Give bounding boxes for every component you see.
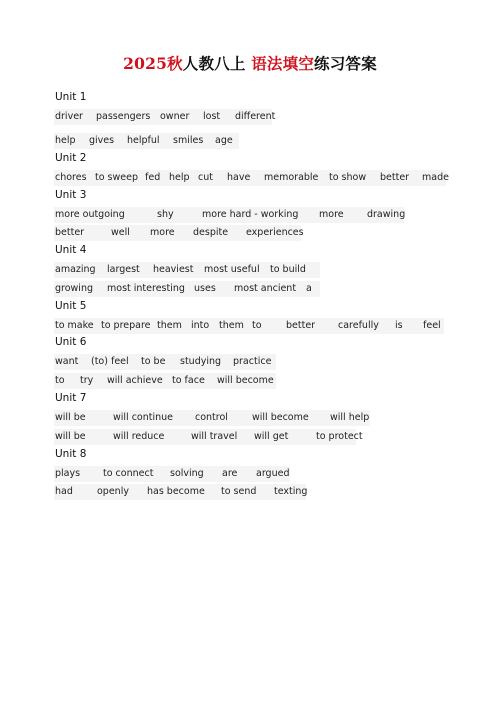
answer-word: smiles [173,135,204,146]
answer-word: is [395,320,403,331]
answer-word: chores [55,172,87,183]
answer-word: fed [145,172,161,183]
answer-word: most interesting [107,283,185,294]
answer-word: driver [55,111,83,122]
unit-label: Unit 4 [55,244,87,256]
answer-word: them [219,320,244,331]
answer-word: practice [233,356,272,367]
answer-word: have [227,172,251,183]
answer-word: help [169,172,190,183]
answer-word: texting [274,486,308,497]
answer-word: age [215,135,233,146]
answer-word: has become [147,486,205,497]
answer-word: will get [254,431,289,442]
answer-word: (to) feel [91,356,129,367]
answer-word: help [55,135,76,146]
title-season: 秋 [167,54,183,73]
answer-word: more outgoing [55,209,125,220]
unit-label: Unit 5 [55,300,87,312]
answer-word: them [157,320,182,331]
answer-word: will help [330,412,370,423]
title-book: 人教八上 [182,54,246,73]
answer-word: more hard - working [202,209,299,220]
answer-word: will travel [191,431,238,442]
answer-word: heaviest [153,264,194,275]
title-topic: 语法填空 [251,54,315,73]
title-suffix: 练习答案 [314,54,377,73]
answer-word: well [111,227,130,238]
answer-line [54,319,454,334]
answer-word: lost [203,111,221,122]
answer-word: will continue [113,412,174,423]
answer-line [54,226,454,241]
answer-word: studying [180,356,222,367]
answer-word: plays [55,468,81,479]
answer-word: better [55,227,85,238]
answer-word: to build [270,264,306,275]
answer-word: better [380,172,410,183]
answer-word: to protect [316,431,363,442]
answer-word: will become [217,375,274,386]
answer-word: openly [97,486,129,497]
answer-word: to prepare [101,320,151,331]
answer-word: most ancient [234,283,297,294]
answer-line [54,374,454,389]
answer-word: carefully [338,320,379,331]
answer-word: to face [172,375,205,386]
answer-word: more [319,209,344,220]
answer-word: helpful [127,135,160,146]
answer-word: to make [55,320,94,331]
answer-word: solving [170,468,204,479]
answer-word: drawing [367,209,406,220]
answer-word: owner [160,111,190,122]
answer-word: made [422,172,449,183]
unit-label: Unit 6 [55,336,87,348]
answer-line [54,171,454,186]
answer-word: to [55,375,65,386]
answer-word: most useful [204,264,260,275]
answer-line [54,208,454,223]
unit-label: Unit 1 [55,91,87,103]
answer-word: into [191,320,210,331]
page-title [0,52,500,74]
answer-word: uses [194,283,216,294]
answer-word: different [235,111,276,122]
answer-word: will become [252,412,309,423]
answer-word: cut [198,172,213,183]
title-year: 2025 [123,54,168,73]
answer-word: had [55,486,73,497]
answer-word: amazing [55,264,96,275]
unit-label: Unit 2 [55,152,87,164]
answer-word: to sweep [95,172,138,183]
answer-word: largest [107,264,140,275]
answer-word: will be [55,431,86,442]
answer-word: more [150,227,175,238]
answer-line [54,485,454,500]
answer-line [54,355,454,370]
answer-word: try [80,375,94,386]
answer-word: better [286,320,316,331]
answer-word: passengers [96,111,151,122]
answer-word: despite [193,227,229,238]
answer-word: experiences [246,227,304,238]
answer-line [54,467,454,482]
answer-word: gives [89,135,115,146]
answer-word: to [252,320,262,331]
answer-word: feel [423,320,441,331]
answer-word: control [195,412,228,423]
answer-line [54,134,454,149]
answer-word: argued [256,468,290,479]
answer-word: a [306,283,312,294]
answer-line [54,282,454,297]
answer-word: to send [221,486,257,497]
answer-line [54,110,454,125]
answer-word: will be [55,412,86,423]
answer-word: will achieve [107,375,163,386]
unit-label: Unit 8 [55,448,87,460]
answer-word: will reduce [113,431,165,442]
answer-word: shy [157,209,174,220]
answer-word: are [222,468,238,479]
answer-word: to be [141,356,166,367]
answer-word: want [55,356,79,367]
answer-word: memorable [264,172,319,183]
unit-label: Unit 7 [55,392,87,404]
answer-word: to show [329,172,367,183]
answer-word: to connect [103,468,154,479]
answer-word: growing [55,283,93,294]
answer-line [54,430,454,445]
unit-label: Unit 3 [55,189,87,201]
answer-line [54,263,454,278]
answer-line [54,411,454,426]
